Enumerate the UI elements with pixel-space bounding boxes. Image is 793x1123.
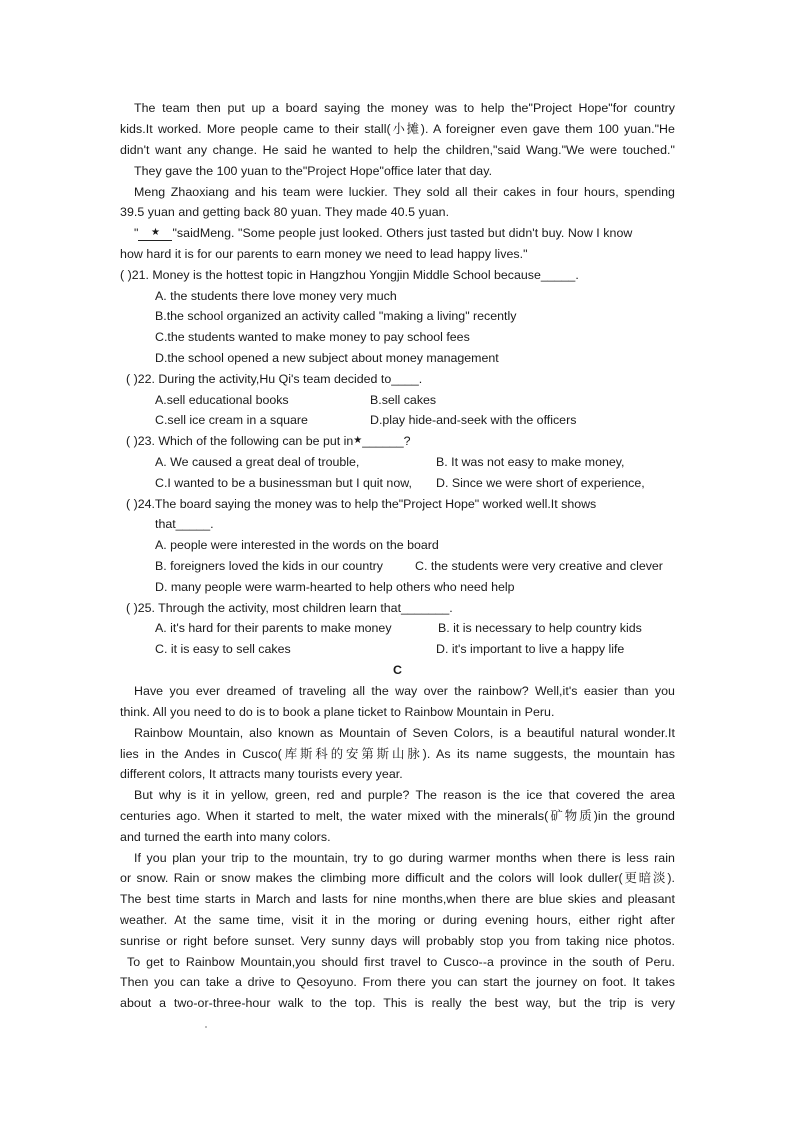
passage-b-line: Meng Zhaoxiang and his team were luckier. They sold all their cakes in four hours, spending [134, 185, 675, 199]
question-23-blank: ______? [362, 434, 411, 448]
question-25-option-a: A. it's hard for their parents to make money [155, 621, 392, 635]
passage-c-line: Rainbow Mountain, also known as Mountain of Seven Colors, is a beautiful natural wonder.It [134, 726, 675, 740]
passage-c-line: Have you ever dreamed of traveling all the way over the rainbow? Well,it's easier than you [134, 684, 675, 698]
question-24-stem: ( )24.The board saying the money was to help the"Project Hope" worked well.It shows [126, 497, 597, 511]
question-22-stem: ( )22. During the activity,Hu Qi's team decided to____. [126, 372, 423, 386]
passage-c-line: lies in the Andes in Cusco(库斯科的安第斯山脉). As its name suggests, the mountain has [120, 747, 675, 761]
passage-c-line: sunrise or right before sunset. Very sunny days will probably stop you from taking nice photos. [120, 934, 675, 948]
question-23-option-a: A. We caused a great deal of trouble, [155, 455, 360, 469]
question-24-option-b: B. foreigners loved the kids in our country [155, 559, 383, 573]
question-22-option-d: D.play hide-and-seek with the officers [370, 413, 577, 427]
question-22-option-a: A.sell educational books [155, 393, 289, 407]
passage-c-line: centuries ago. When it started to melt, the water mixed with the minerals(矿物质)in the ground [120, 809, 675, 823]
question-24-option-d: D. many people were warm-hearted to help others who need help [155, 580, 515, 594]
passage-c-line: Then you can take a drive to Qesoyuno. From there you can start the journey on foot. It takes [120, 975, 675, 989]
question-21-stem: ( )21. Money is the hottest topic in Hangzhou Yongjin Middle School because_____. [120, 268, 579, 282]
passage-b-line: 39.5 yuan and getting back 80 yuan. They made 40.5 yuan. [120, 205, 450, 219]
passage-c-line: think. All you need to do is to book a plane ticket to Rainbow Mountain in Peru. [120, 705, 555, 719]
question-21-option-c: C.the students wanted to make money to pay school fees [155, 330, 470, 344]
passage-b-text: "saidMeng. "Some people just looked. Others just tasted but didn't buy. Now I know [172, 226, 633, 240]
passage-b-line: kids.It worked. More people came to their stall(小摊). A foreigner even gave them 100 yuan."He [120, 122, 675, 136]
passage-c-line: weather. At the same time, visit it in the moring or during evening hours, either right after [120, 913, 675, 927]
star-icon: ★ [150, 227, 160, 238]
passage-b-line: how hard it is for our parents to earn money we need to lead happy lives." [120, 247, 528, 261]
passage-b-line: The team then put up a board saying the money was to help the"Project Hope"for country [134, 101, 675, 115]
question-25-option-d: D. it's important to live a happy life [436, 642, 625, 656]
question-24-option-a: A. people were interested in the words on the board [155, 538, 439, 552]
passage-c-line: about a two-or-three-hour walk to the top. This is really the best way, but the trip is very [120, 996, 675, 1010]
question-21-option-d: D.the school opened a new subject about money management [155, 351, 499, 365]
passage-b-line: They gave the 100 yuan to the"Project Hope"office later that day. [134, 164, 493, 178]
passage-b-line [120, 223, 675, 243]
passage-c-line: different colors, It attracts many tourists every year. [120, 767, 403, 781]
question-25-option-b: B. it is necessary to help country kids [438, 621, 642, 635]
passage-c-line: or snow. Rain or snow makes the climbing more difficult and the colors will look duller(更暗淡). [120, 871, 675, 885]
question-24-option-c: C. the students were very creative and clever [415, 559, 663, 573]
question-21-option-b: B.the school organized an activity called "making a living" recently [155, 309, 517, 323]
blank-with-star [138, 226, 172, 241]
question-23-option-d: D. Since we were short of experience, [436, 476, 645, 490]
quote-open: " [134, 226, 139, 240]
section-heading-c: C [393, 663, 402, 677]
question-21-option-a: A. the students there love money very much [155, 289, 397, 303]
question-22-option-c: C.sell ice cream in a square [155, 413, 308, 427]
question-25-stem: ( )25. Through the activity, most children learn that_______. [126, 601, 453, 615]
passage-c-line: But why is it in yellow, green, red and purple? The reason is the ice that covered the area [134, 788, 675, 802]
passage-b-line: didn't want any change. He said he wanted to help the children,"said Wang."We were touched." [120, 143, 675, 157]
question-25-option-c: C. it is easy to sell cakes [155, 642, 291, 656]
question-23-text: ( )23. Which of the following can be put in [126, 434, 354, 448]
question-23-option-b: B. It was not easy to make money, [436, 455, 625, 469]
star-icon: ★ [353, 435, 363, 446]
passage-c-line: To get to Rainbow Mountain,you should first travel to Cusco--a province in the south of Peru. [127, 955, 675, 969]
question-23-option-c: C.I wanted to be a businessman but I quit now, [155, 476, 412, 490]
scan-artifact [205, 1026, 207, 1028]
passage-c-line: and turned the earth into many colors. [120, 830, 331, 844]
passage-c-line: The best time starts in March and lasts for nine months,when there are blue skies and pleasant [120, 892, 675, 906]
question-24-stem-cont: that_____. [155, 517, 214, 531]
question-22-option-b: B.sell cakes [370, 393, 437, 407]
question-23-stem [126, 431, 411, 451]
passage-c-line: If you plan your trip to the mountain, try to go during warmer months when there is less rain [134, 851, 675, 865]
